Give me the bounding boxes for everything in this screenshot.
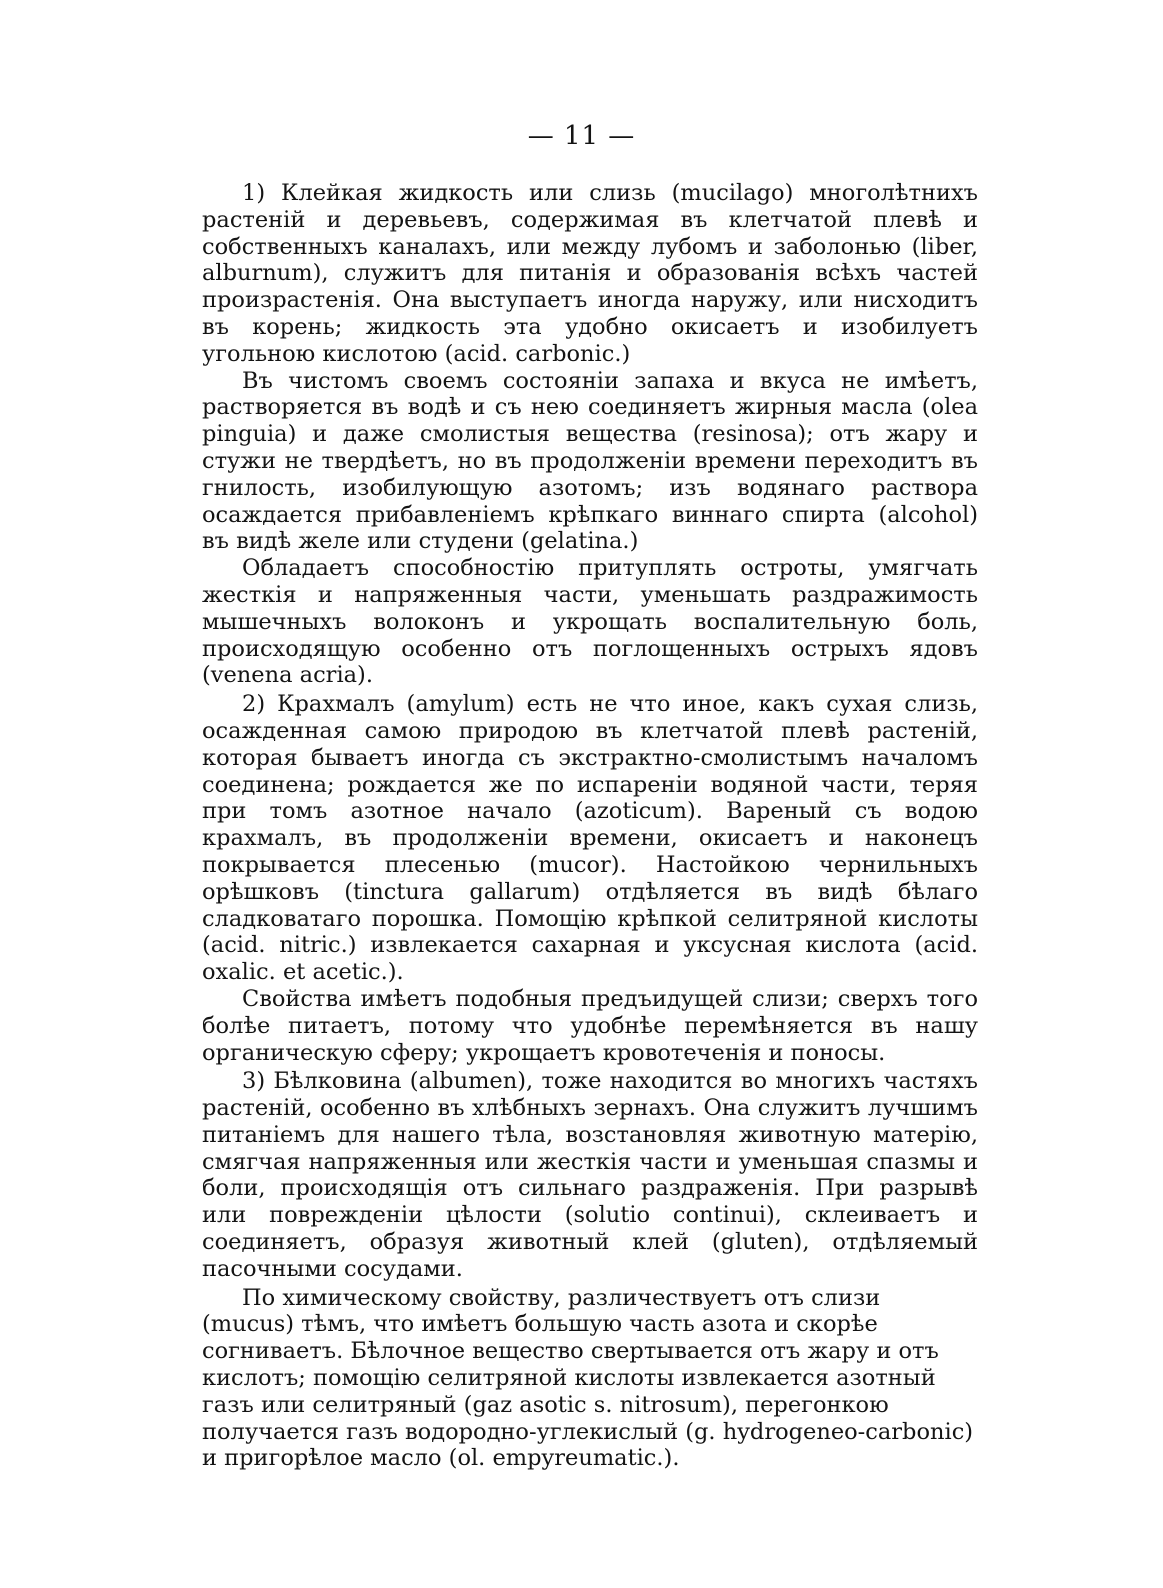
text-column [202,180,978,1472]
paragraph-mucilago-effects: Обладаетъ способностію притуплять остроты, умягчать жесткія и напряженныя части, уменьшать раздражимость мышечныхъ волоконъ и укрощать воспалительную боль, происходящую особенно отъ поглощенныхъ острыхъ ядовъ (venena acria). [202,555,978,689]
paragraph-albumen: 3) Бѣлковина (albumen), тоже находится во многихъ частяхъ растеній, особенно въ хлѣбныхъ зернахъ. Она служитъ лучшимъ питаніемъ для нашего тѣла, возстановляя животную матерію, смягчая напряженныя или жесткія части и уменьшая спазмы и боли, происходящія отъ сильнаго раздраженія. При разрывѣ или поврежденіи цѣлости (solutio continui), склеиваетъ и соединяетъ, образуя животный клей (gluten), отдѣляемый пасочными сосудами. [202,1068,978,1282]
page-number: — 11 — [527,121,636,151]
paragraph-mucilago: 1) Клейкая жидкость или слизь (mucilago) многолѣтнихъ растеній и деревьевъ, содержимая въ клетчатой плевѣ и собственныхъ каналахъ, или между лубомъ и заболонью (liber, alburnum), служитъ для питанія и образованія всѣхъ частей произрастенія. Она выступаетъ иногда наружу, или нисходитъ въ корень; жидкость эта удобно окисаетъ и изобилуетъ угольною кислотою (acid. carbonic.) [202,180,978,367]
paragraph-amylum-properties: Свойства имѣетъ подобныя предъидущей слизи; сверхъ того болѣе питаетъ, потому что удобнѣе перемѣняется въ нашу органическую сферу; укрощаетъ кровотеченія и поносы. [202,985,978,1066]
paragraph-albumen-chemistry: По химическому свойству, различествуетъ отъ слизи (mucus) тѣмъ, что имѣетъ большую часть азота и скорѣе согниваетъ. Бѣлочное вещество свертывается отъ жару и отъ кислотъ; помощію селитряной кислоты извлекается азотный газъ или селитряный (gaz asotic s. nitrosum), перегонкою получается газъ водородно-углекислый (g. hydrogeneo-carbonic) и пригорѣлое масло (ol. empyreumatic.). [202,1284,974,1472]
paragraph-amylum: 2) Крахмалъ (amylum) есть не что иное, какъ сухая слизь, осажденная самою природою въ клетчатой плевѣ растеній, которая бываетъ иногда съ экстрактно-смолистымъ началомъ соединена; рождается же по испареніи водяной части, теряя при томъ азотное начало (azoticum). Вареный съ водою крахмалъ, въ продолженіи времени, окисаетъ и наконецъ покрывается плесенью (mucor). Настойкою чернильныхъ орѣшковъ (tinctura gallarum) отдѣляется въ видѣ бѣлаго сладковатаго порошка. Помощію крѣпкой селитряной кислоты (acid. nitric.) извлекается сахарная и уксусная кислота (acid. oxalic. et acetic.). [202,691,978,986]
paragraph-mucilago-properties: Въ чистомъ своемъ состояніи запаха и вкуса не имѣетъ, растворяется въ водѣ и съ нею соединяетъ жирныя масла (olea pinguia) и даже смолистыя вещества (resinosa); отъ жару и стужи не твердѣетъ, но въ продолженіи времени переходитъ въ гнилость, изобилующую азотомъ; изъ водянаго раствора осаждается прибавленіемъ крѣпкаго виннаго спирта (alcohol) въ видѣ желе или студени (gelatina.) [202,367,978,555]
